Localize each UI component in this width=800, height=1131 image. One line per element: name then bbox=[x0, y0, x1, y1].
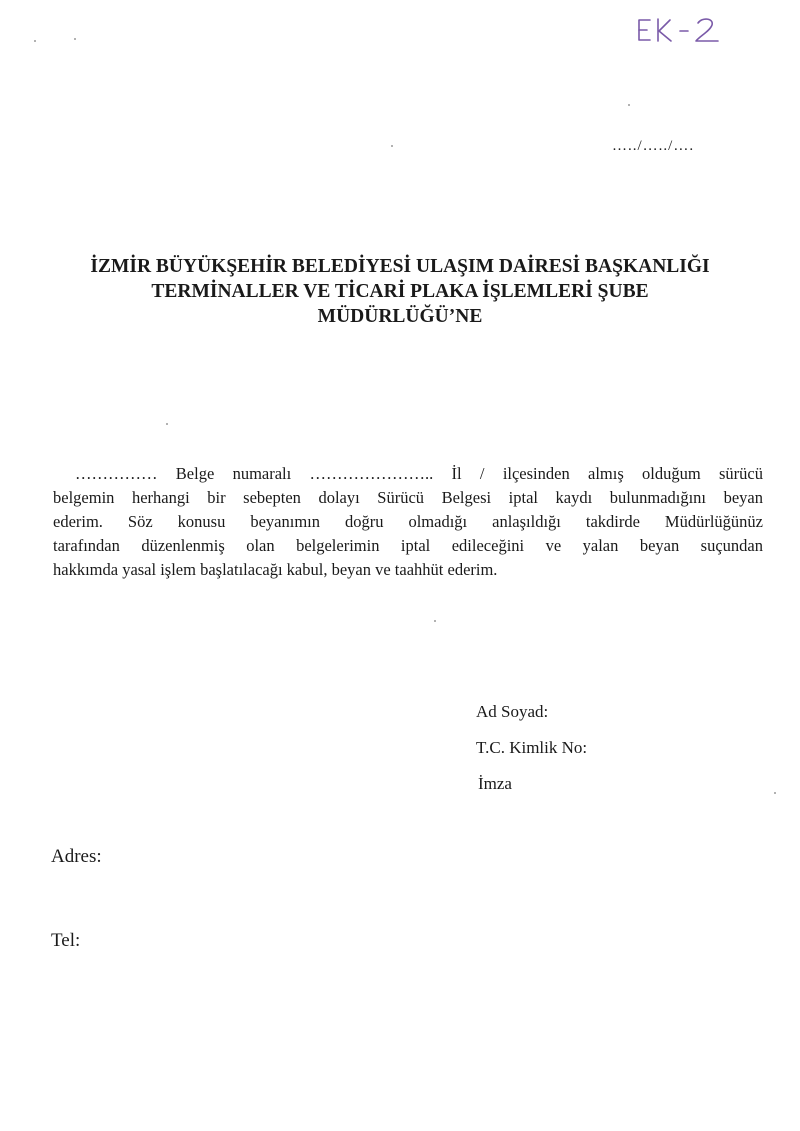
declaration-line-4: tarafından düzenlenmiş olan belgelerimin iptal edileceğini ve yalan beyan suçundan bbox=[53, 536, 763, 555]
signature-label: İmza bbox=[478, 774, 512, 793]
signature-block bbox=[476, 700, 587, 808]
scan-speck bbox=[628, 104, 630, 106]
annex-handwritten-mark bbox=[636, 14, 726, 48]
declaration-paragraph bbox=[53, 462, 763, 582]
scan-speck bbox=[74, 38, 76, 40]
annex-mark-drawing bbox=[636, 14, 726, 48]
declaration-line-1: …………… Belge numaralı ………………….. İl / ilçesinden almış olduğum sürücü bbox=[75, 464, 763, 483]
document-heading bbox=[40, 254, 760, 329]
scan-speck bbox=[774, 792, 776, 794]
name-label: Ad Soyad: bbox=[476, 702, 549, 721]
scan-speck bbox=[34, 40, 36, 42]
declaration-line-5: hakkımda yasal işlem başlatılacağı kabul, beyan ve taahhüt ederim. bbox=[53, 560, 498, 579]
phone-label: Tel: bbox=[51, 930, 81, 951]
date-placeholder: …../…../…. bbox=[612, 138, 695, 154]
heading-line-2: TERMİNALLER VE TİCARİ PLAKA İŞLEMLERİ ŞUBE bbox=[151, 281, 649, 302]
declaration-line-2: belgemin herhangi bir sebepten dolayı Sürücü Belgesi iptal kaydı bulunmadığını beyan bbox=[53, 488, 763, 507]
scan-speck bbox=[434, 620, 436, 622]
declaration-line-3: ederim. Söz konusu beyanımın doğru olmadığı anlaşıldığı takdirde Müdürlüğünüz bbox=[53, 512, 763, 531]
scan-speck bbox=[166, 423, 168, 425]
address-label: Adres: bbox=[51, 846, 102, 867]
id-number-label: T.C. Kimlik No: bbox=[476, 738, 588, 757]
scan-speck bbox=[391, 145, 393, 147]
heading-line-1: İZMİR BÜYÜKŞEHİR BELEDİYESİ ULAŞIM DAİRESİ BAŞKANLIĞI bbox=[90, 256, 710, 277]
heading-line-3: MÜDÜRLÜĞÜ’NE bbox=[317, 306, 483, 327]
